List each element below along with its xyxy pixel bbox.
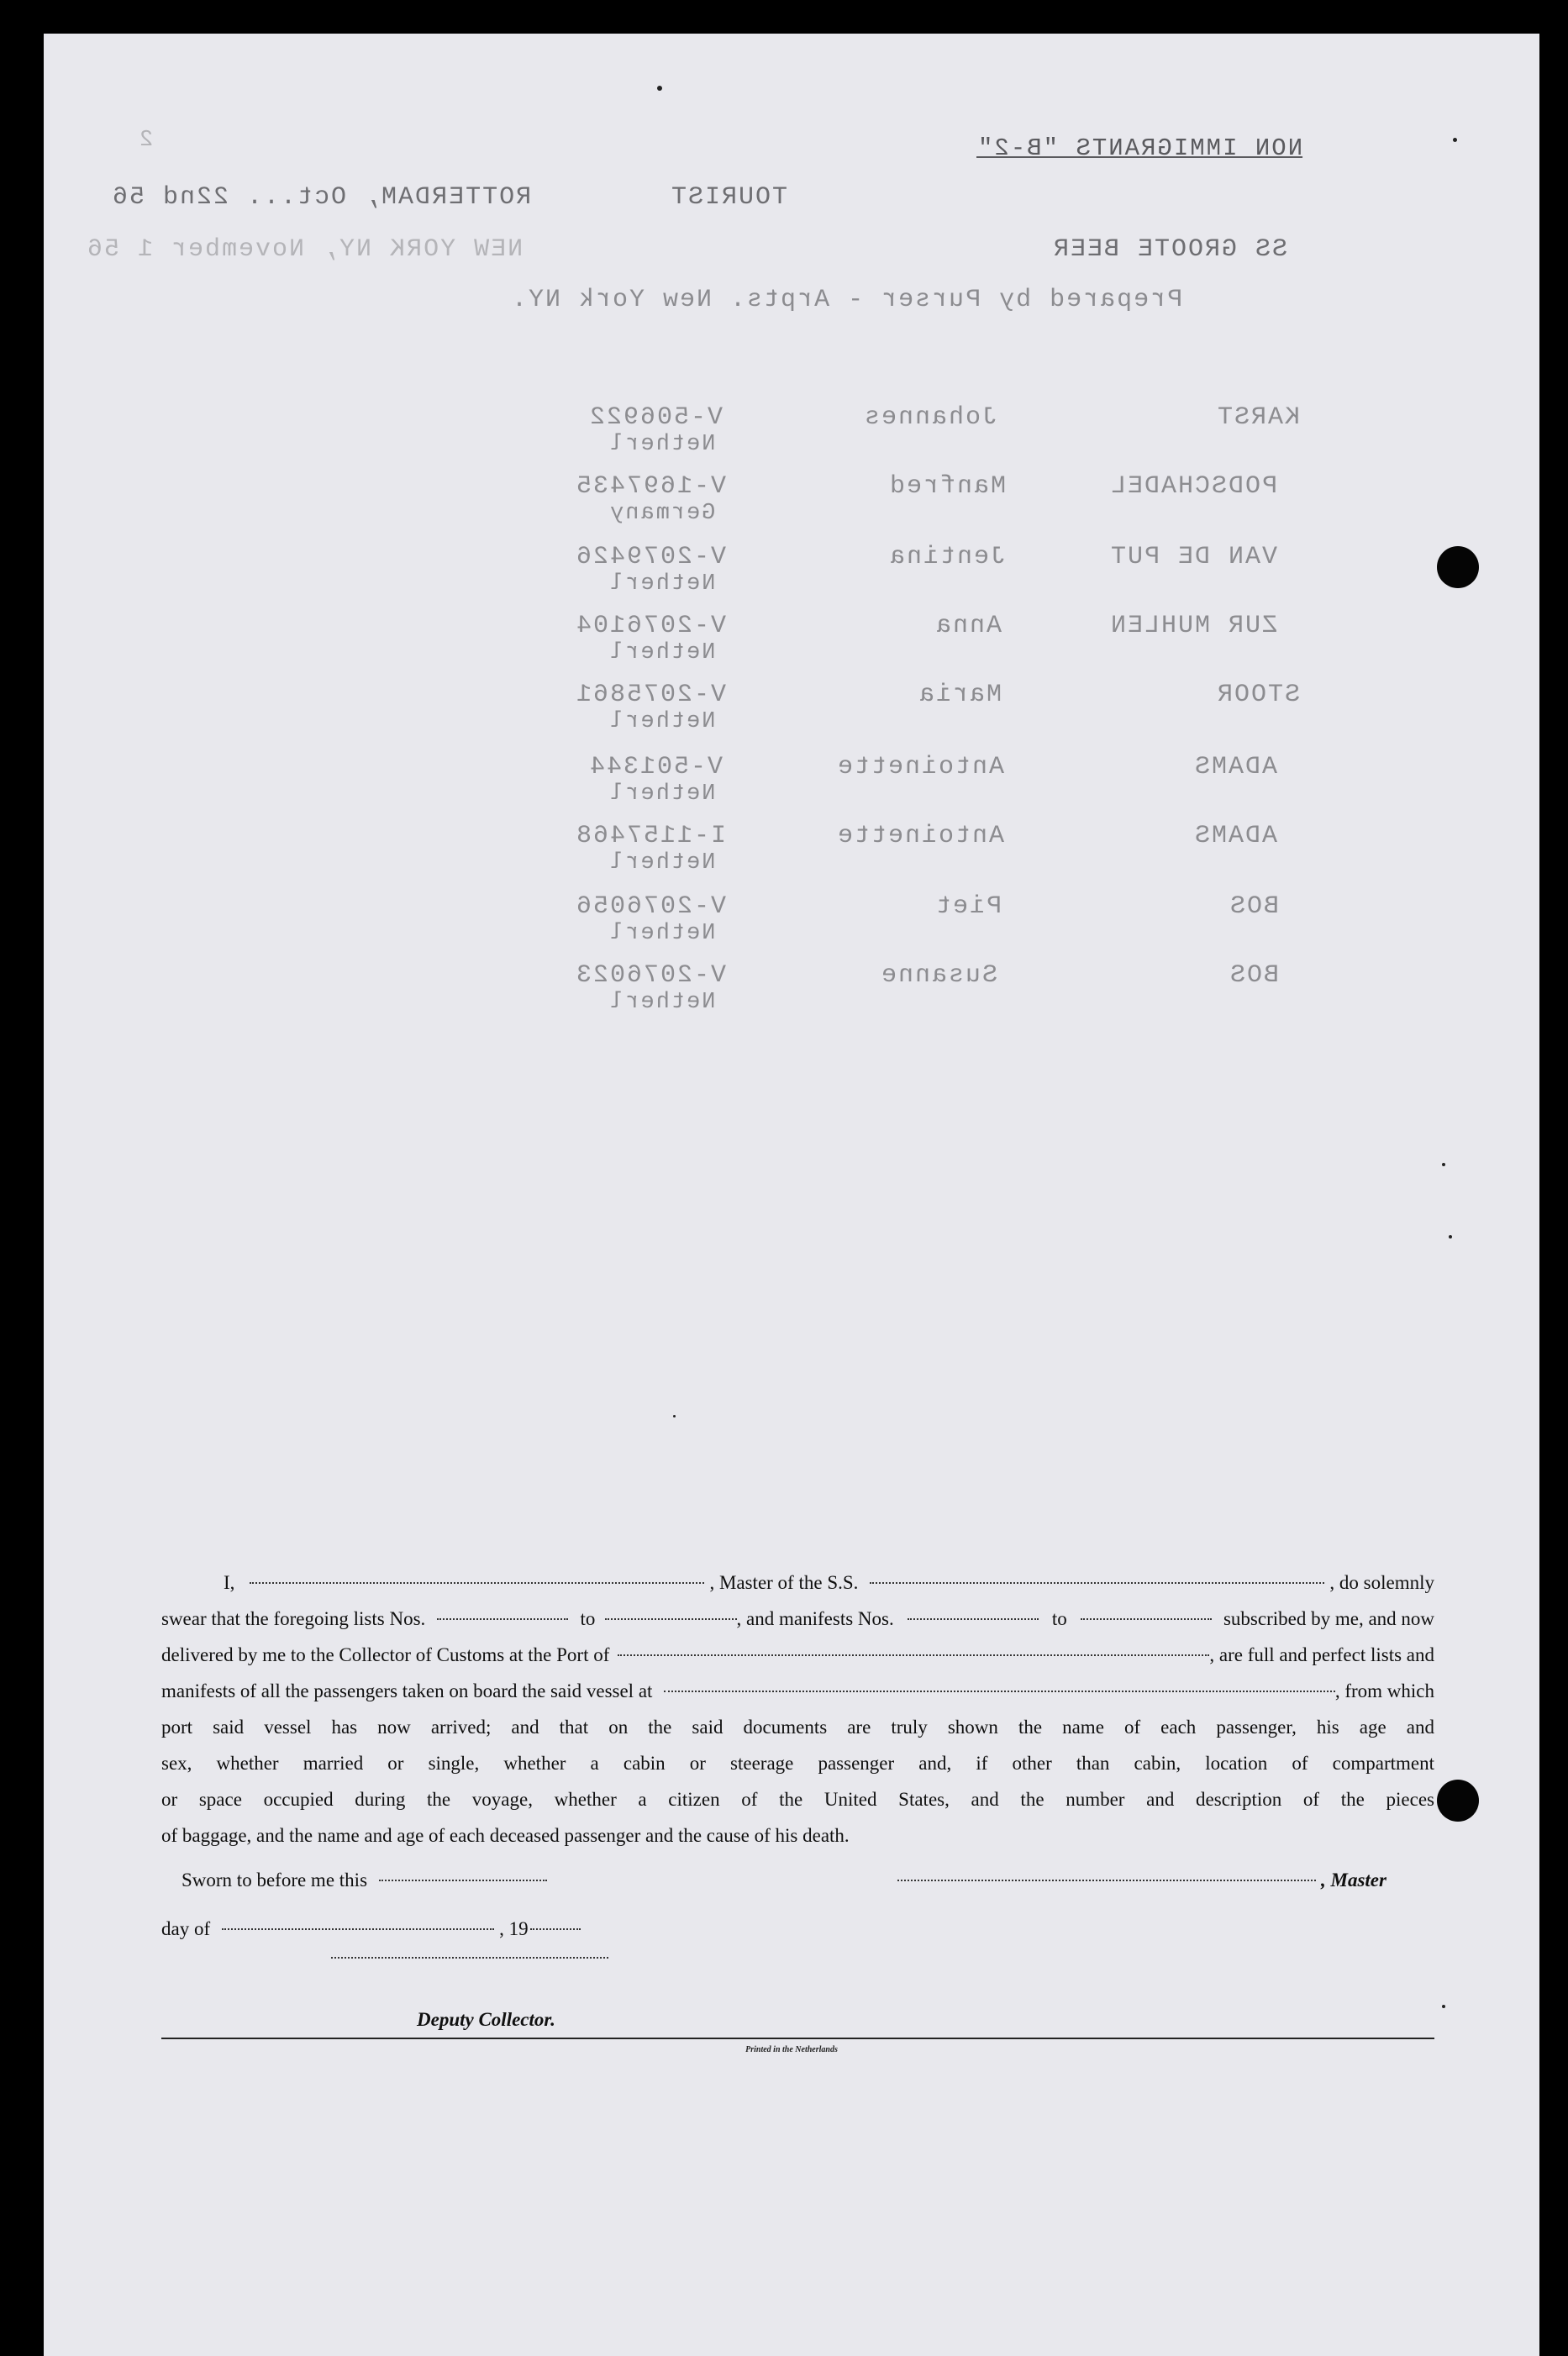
blank-deputy-signature[interactable] (331, 1957, 608, 1959)
bleed-surname: STOOR (1216, 681, 1301, 709)
bleed-visa: V-1697435 (575, 472, 727, 501)
bleed-visa: V-2076023 (575, 961, 727, 990)
sworn-row (182, 1870, 552, 1891)
blank-manifest-from[interactable] (908, 1618, 1039, 1620)
bleed-nationality: Netherl (608, 432, 716, 457)
oath-paragraph (161, 1565, 1434, 1854)
bleed-given-name: Manfred (888, 472, 1007, 501)
bleed-surname: VAN DE PUT (1109, 543, 1278, 571)
bleed-nationality: Netherl (608, 850, 716, 876)
oath-from-which: , from which (1334, 1680, 1434, 1701)
oath-line-3 (161, 1637, 1434, 1673)
bleed-nationality: Netherl (608, 640, 716, 665)
speck (657, 86, 662, 91)
bleed-surname: ADAMS (1193, 822, 1278, 850)
blank-day-month[interactable] (222, 1928, 494, 1930)
blank-master-name[interactable] (250, 1582, 704, 1584)
bleed-nationality: Netherl (608, 921, 716, 946)
blank-year[interactable] (530, 1928, 581, 1930)
year-prefix: , 19 (499, 1918, 529, 1939)
bleed-nationality: Germany (608, 501, 716, 526)
bleed-given-name: Jentina (888, 543, 1007, 571)
sworn-label: Sworn to before me this (182, 1870, 368, 1891)
oath-line-4 (161, 1673, 1434, 1709)
bleed-header-title: NON IMMIGRANTS "B-2" (976, 134, 1303, 162)
deputy-line-row (326, 1962, 613, 1964)
bleed-class-label: TOURIST (670, 183, 788, 212)
master-label: , Master (1321, 1870, 1386, 1891)
oath-manifests-of: manifests of all the passengers taken on board the said vessel at (161, 1680, 653, 1701)
blank-list-from[interactable] (437, 1618, 568, 1620)
bleed-visa: V-506922 (588, 403, 723, 432)
blank-list-to[interactable] (605, 1618, 736, 1620)
printed-in-label: Printed in the Netherlands (745, 2045, 838, 2054)
bleed-nationality: Netherl (608, 781, 716, 807)
bleed-page-mark: 2 (138, 128, 154, 153)
oath-and-manifests: , and manifests Nos. (736, 1608, 894, 1629)
blank-ship-name[interactable] (870, 1582, 1324, 1584)
bleed-nationality: Netherl (608, 571, 716, 597)
bleed-visa: V-2076056 (575, 892, 727, 921)
blank-embark-port[interactable] (664, 1691, 1334, 1692)
bleed-route-line-1: ROTTERDAM, Oct... 22nd 56 (111, 183, 532, 212)
bleed-prepared-by: Prepared by Purser - Arpts. New York NY. (510, 286, 1183, 314)
bleed-visa: V-501344 (588, 753, 723, 781)
bleed-surname: KARST (1216, 403, 1301, 432)
oath-body-3: or space occupied during the voyage, whether a citizen of the United States, and the number and description of the pieces (161, 1789, 1434, 1810)
oath-i: I, (224, 1572, 235, 1593)
deputy-collector-label: Deputy Collector. (417, 2009, 555, 2030)
speck (1449, 1235, 1452, 1238)
oath-body-4: of baggage, and the name and age of each deceased passenger and the cause of his death. (161, 1825, 850, 1846)
bleed-given-name: Maria (918, 681, 1002, 709)
footer-rule (161, 2038, 1434, 2039)
oath-body-2: sex, whether married or single, whether a cabin or steerage passenger and, if other than cabin, location of compartment (161, 1753, 1434, 1774)
oath-delivered: delivered by me to the Collector of Customs at the Port of (161, 1644, 610, 1665)
bleed-nationality: Netherl (608, 709, 716, 734)
bleed-visa: V-2076104 (575, 612, 727, 640)
day-row (161, 1918, 586, 1940)
oath-line-1 (161, 1565, 1434, 1601)
oath-body-1: port said vessel has now arrived; and that on the said documents are truly shown the name of each passenger, his age and (161, 1717, 1434, 1738)
punch-hole-top (1437, 546, 1479, 588)
blank-sworn-date[interactable] (379, 1880, 547, 1881)
oath-to-1: to (580, 1608, 596, 1629)
speck (1442, 2005, 1445, 2008)
oath-do-solemnly: , do solemnly (1329, 1572, 1435, 1593)
oath-line-2 (161, 1601, 1434, 1637)
bleed-visa: V-2075861 (575, 681, 727, 709)
oath-master-of-ss: , Master of the S.S. (709, 1572, 859, 1593)
bleed-given-name: Antoinette (836, 822, 1005, 850)
bleed-surname: ADAMS (1193, 753, 1278, 781)
oath-swear-lists: swear that the foregoing lists Nos. (161, 1608, 426, 1629)
bleed-given-name: Antoinette (836, 753, 1005, 781)
speck (1453, 138, 1457, 142)
bleed-surname: BOS (1229, 892, 1280, 921)
punch-hole-bottom (1437, 1780, 1479, 1822)
bleed-nationality: Netherl (608, 990, 716, 1015)
oath-full-perfect: , are full and perfect lists and (1209, 1644, 1434, 1665)
day-of-label: day of (161, 1918, 211, 1939)
speck (673, 1415, 676, 1417)
bleed-ship-name: SS GROOTE BEER (1052, 235, 1288, 264)
blank-port[interactable] (618, 1654, 1209, 1656)
bleed-route-line-2: NEW YORK NY, November 1 56 (86, 235, 524, 264)
oath-to-2: to (1051, 1608, 1067, 1629)
bleed-visa: I-1157468 (575, 822, 727, 850)
bleed-given-name: Susanne (880, 961, 998, 990)
blank-manifest-to[interactable] (1081, 1618, 1212, 1620)
speck (1442, 1163, 1445, 1166)
bleed-given-name: Piet (934, 892, 1002, 921)
bleed-given-name: Anna (934, 612, 1002, 640)
blank-master-signature[interactable] (897, 1880, 1316, 1881)
bleed-surname: PODSCHADEL (1109, 472, 1278, 501)
manifest-page (44, 34, 1539, 2356)
master-row (892, 1870, 1386, 1891)
bleed-surname: ZUR MUHLEN (1109, 612, 1278, 640)
bleed-given-name: Johannes (863, 403, 998, 432)
oath-subscribed: subscribed by me, and now (1223, 1608, 1435, 1629)
bleed-visa: V-2079426 (575, 543, 727, 571)
bleed-surname: BOS (1229, 961, 1280, 990)
